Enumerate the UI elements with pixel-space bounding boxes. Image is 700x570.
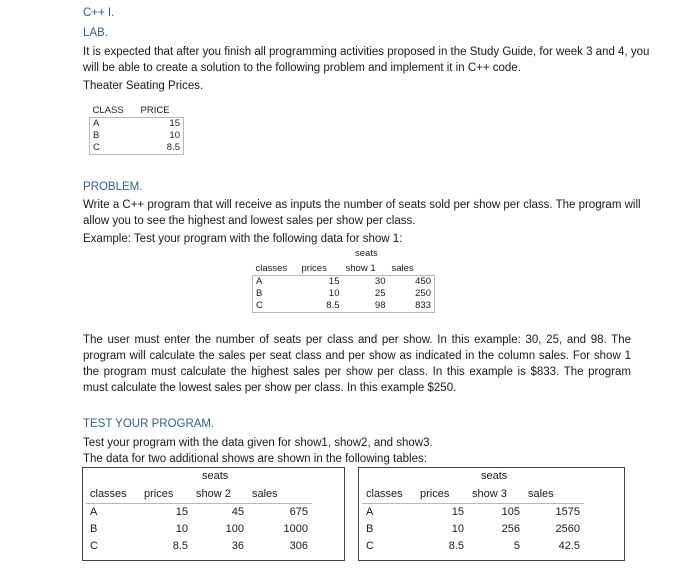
price-cell: 8.5	[448, 540, 464, 552]
seats-label: seats	[355, 248, 378, 259]
table-row	[362, 538, 584, 555]
class-cell: B	[90, 523, 98, 535]
table-header-row	[90, 105, 184, 118]
header-cell: classes	[366, 488, 403, 500]
table-row	[253, 300, 435, 313]
course-title: C++ I.	[83, 7, 115, 19]
test-line-2: The data for two additional shows are shown in the following tables:	[83, 453, 427, 465]
show2-table	[86, 486, 312, 555]
sales-cell: 42.5	[558, 540, 580, 552]
sales-cell: 833	[389, 300, 435, 313]
seats-cell: 5	[513, 540, 520, 552]
table-row	[362, 521, 584, 538]
explanation-paragraph: The user must enter the number of seats per class and per show. In this example: 30, 25, and 98. The program will calculate the sales per seat class and per show as indicated in the column sales. For show 1 the program must calculate the highest sales per show per class. In this example is $833. The program must calculate the lowest sales per show per class. In this example $250.	[83, 334, 631, 394]
class-cell: C	[253, 300, 299, 313]
header-cell: prices	[301, 263, 327, 274]
header-cell: show 1	[345, 263, 376, 274]
price-cell: 15	[416, 504, 468, 522]
price-cell: 10	[138, 130, 184, 142]
class-cell: A	[90, 118, 138, 131]
seats-cell: 45	[192, 504, 248, 522]
test-line-1: Test your program with the data given for show1, show2, and show3.	[83, 437, 433, 449]
table-header-row	[362, 486, 584, 504]
table-header-row	[86, 486, 312, 504]
sales-cell: 2560	[555, 523, 580, 535]
price-cell: 8.5	[138, 142, 184, 155]
table-row	[253, 276, 435, 289]
show3-table	[362, 486, 584, 555]
example-label: Example: Test your program with the following data for show 1:	[83, 233, 403, 245]
header-cell: sales	[528, 488, 554, 500]
table-header-row	[253, 263, 435, 276]
class-cell: B	[366, 523, 374, 535]
seats-label: seats	[202, 470, 229, 482]
header-cell: classes	[90, 488, 127, 500]
show1-table	[252, 263, 435, 313]
header-cell: sales	[252, 488, 278, 500]
seats-cell: 98	[343, 300, 389, 313]
sales-cell: 1575	[524, 504, 584, 522]
table-row	[86, 538, 312, 555]
seats-cell: 256	[501, 523, 520, 535]
header-cell: prices	[420, 488, 450, 500]
header-cell: PRICE	[140, 105, 170, 116]
table-row	[86, 504, 312, 522]
price-cell: 10	[175, 523, 188, 535]
price-cell: 8.5	[172, 540, 188, 552]
seats-label: seats	[481, 470, 508, 482]
seats-cell: 25	[374, 288, 386, 299]
table-row	[86, 521, 312, 538]
seats-cell: 105	[468, 504, 524, 522]
sales-cell: 306	[289, 540, 308, 552]
test-heading: TEST YOUR PROGRAM.	[83, 418, 215, 430]
table-row	[90, 142, 184, 155]
seats-cell: 30	[343, 276, 389, 289]
table-row	[90, 130, 184, 142]
header-cell: classes	[255, 263, 288, 274]
table-row	[90, 118, 184, 131]
class-cell: A	[86, 504, 140, 522]
price-cell: 10	[451, 523, 464, 535]
header-cell: sales	[391, 263, 414, 274]
lab-label: LAB.	[83, 27, 108, 39]
class-cell: B	[253, 288, 299, 300]
class-cell: C	[366, 540, 374, 552]
price-cell: 15	[299, 276, 343, 289]
class-cell: A	[362, 504, 416, 522]
topic-title: Theater Seating Prices.	[83, 80, 204, 92]
seats-cell: 36	[231, 540, 244, 552]
table-row	[253, 288, 435, 300]
table-row	[362, 504, 584, 522]
header-cell: CLASS	[92, 105, 124, 116]
sales-cell: 675	[248, 504, 312, 522]
sales-cell: 250	[389, 288, 435, 300]
price-cell: 10	[328, 288, 340, 299]
class-cell: C	[90, 540, 98, 552]
intro-paragraph: It is expected that after you finish all programming activities proposed in the Study Guide, for week 3 and 4, you will be able to create a solution to the following problem and implement it in C++ code.	[83, 46, 650, 74]
seats-cell: 100	[225, 523, 244, 535]
class-cell: C	[90, 142, 138, 155]
header-cell: show 2	[196, 488, 231, 500]
price-cell: 8.5	[299, 300, 343, 313]
price-cell: 15	[138, 118, 184, 131]
problem-text: Write a C++ program that will receive as inputs the number of seats sold per show per class. The program will allow you to see the highest and lowest sales per show per class.	[83, 199, 641, 227]
header-cell: prices	[144, 488, 174, 500]
class-cell: A	[253, 276, 299, 289]
price-cell: 15	[140, 504, 192, 522]
sales-cell: 1000	[283, 523, 308, 535]
problem-heading: PROBLEM.	[83, 181, 143, 193]
sales-cell: 450	[389, 276, 435, 289]
class-cell: B	[90, 130, 138, 142]
header-cell: show 3	[472, 488, 507, 500]
price-table	[89, 105, 184, 155]
